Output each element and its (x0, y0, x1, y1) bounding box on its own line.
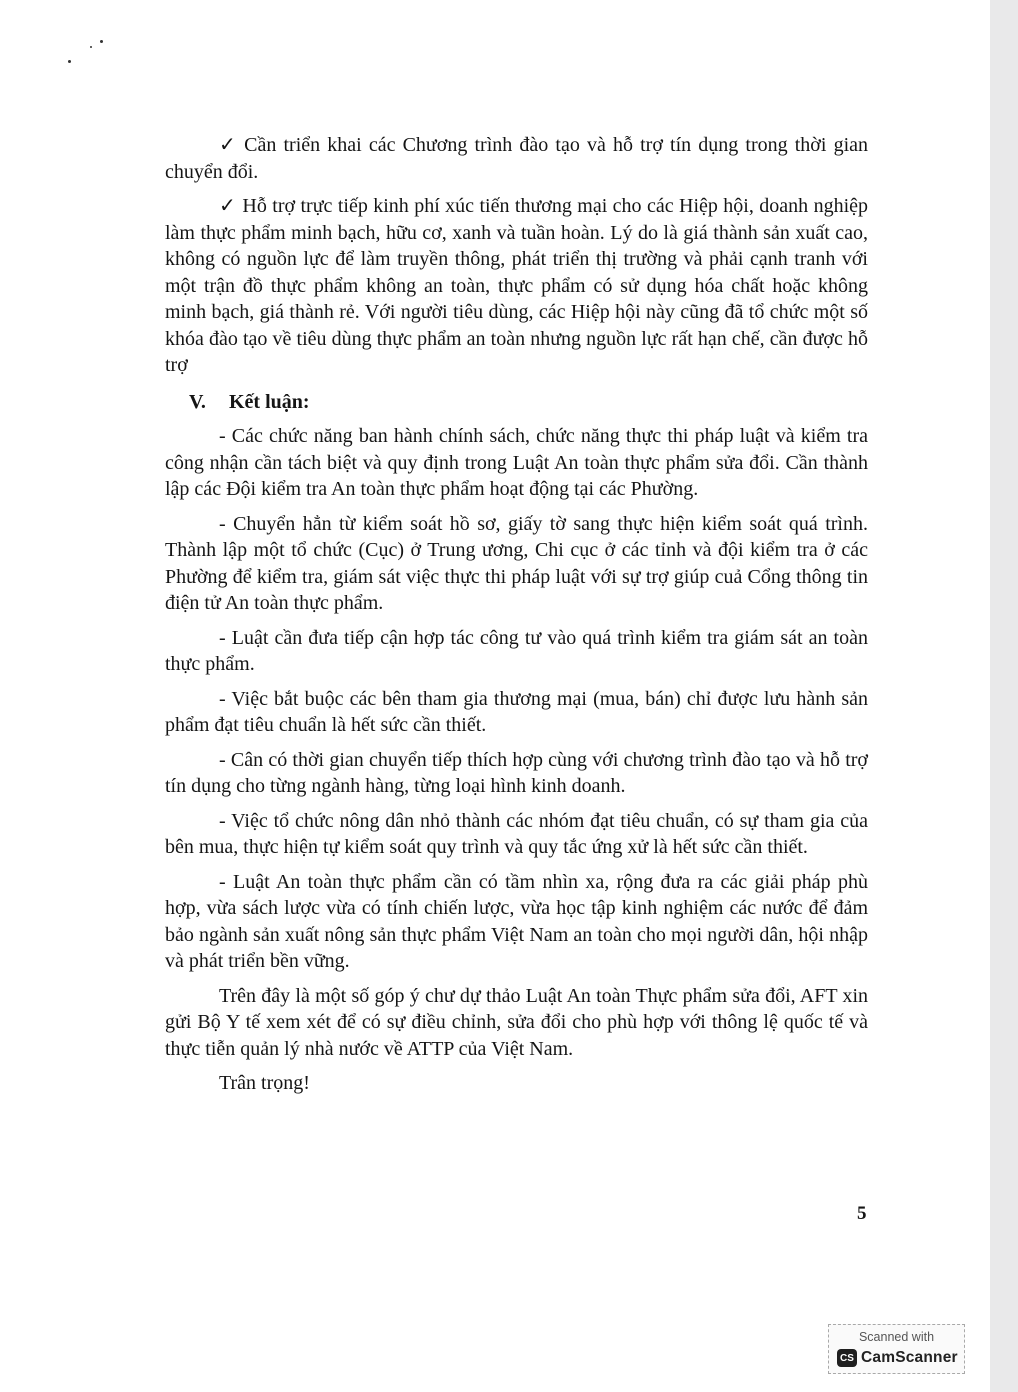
camscanner-watermark (828, 1324, 965, 1374)
watermark-brand: CamScanner (861, 1349, 958, 1366)
conclusion-item: - Chuyển hẳn từ kiểm soát hồ sơ, giấy tờ sang thực hiện kiểm soát quá trình. Thành lập một tổ chức (Cục) ở Trung ương, Chi cục ở các tỉnh và đội kiểm tra ở các Phường để kiểm tra, giám sát việc thực thi pháp luật với sự trợ giúp cuả Cổng thông tin điện tử An toàn thực phẩm. (165, 512, 868, 614)
section-title: Kết luận: (229, 390, 310, 413)
signoff: Trân trọng! (219, 1072, 310, 1094)
checkmark-icon: ✓ (219, 195, 236, 217)
closing-paragraph: Trên đây là một số góp ý chư dự thảo Luật An toàn Thực phẩm sửa đổi, AFT xin gửi Bộ Y tế xem xét để có sự điều chỉnh, sửa đổi cho phù hợp với thông lệ quốc tế và thực tiễn quản lý nhà nước về ATTP của Việt Nam. (165, 984, 868, 1060)
bullet-paragraph (165, 132, 868, 185)
conclusion-item: - Việc tổ chức nông dân nhỏ thành các nhóm đạt tiêu chuẩn, có sự tham gia của bên mua, thực hiện tự kiểm soát quy trình và quy tắc ứng xử là hết sức cần thiết. (165, 809, 868, 858)
camscanner-logo-icon: CS (837, 1349, 857, 1367)
bullet-text: Cần triển khai các Chương trình đào tạo và hỗ trợ tín dụng trong thời gian chuyển đổi. (165, 134, 868, 183)
document-body (165, 132, 868, 1097)
bullet-text: Hỗ trợ trực tiếp kinh phí xúc tiến thương mại cho các Hiệp hội, doanh nghiệp làm thực phẩm minh bạch, hữu cơ, xanh và tuần hoàn. Lý do là giá thành sản xuất cao, không có nguồn lực để làm truyền thông, phát triển thị trường và phải cạnh tranh với một trận đồ thực phẩm không an toàn, thực phẩm có sử dụng hóa chất hoặc không minh bạch, giá thành rẻ. Với người tiêu dùng, các Hiệp hội này cũng đã tổ chức một số khóa đào tạo về tiêu dùng thực phẩm an toàn nhưng nguồn lực rất hạn chế, cần được hỗ trợ (165, 195, 869, 376)
conclusion-item: - Luật cần đưa tiếp cận hợp tác công tư vào quá trình kiểm tra giám sát an toàn thực phẩm. (165, 626, 868, 675)
scan-speck (68, 60, 71, 63)
conclusion-item: - Luật An toàn thực phẩm cần có tầm nhìn xa, rộng đưa ra các giải pháp phù hợp, vừa sách lược vừa có tính chiến lược, vừa học tập kinh nghiệm các nước để đảm bảo ngành sản xuất nông sản thực phẩm Việt Nam an toàn cho mọi người dân, hội nhập và phát triển bền vững. (165, 870, 868, 972)
conclusion-item: - Việc bắt buộc các bên tham gia thương mại (mua, bán) chỉ được lưu hành sản phẩm đạt tiêu chuẩn là hết sức cần thiết. (165, 687, 868, 736)
section-heading (165, 389, 868, 416)
bullet-paragraph (165, 193, 868, 379)
conclusion-item: - Cân có thời gian chuyển tiếp thích hợp cùng với chương trình đào tạo và hỗ trợ tín dụng cho từng ngành hàng, từng loại hình kinh doanh. (165, 748, 868, 797)
scan-speck (100, 40, 103, 43)
scan-speck (90, 46, 92, 48)
page-number: 5 (857, 1203, 867, 1224)
conclusion-item: - Các chức năng ban hành chính sách, chức năng thực thi pháp luật và kiểm tra công nhận cần tách biệt và quy định trong Luật An toàn thực phẩm sửa đổi. Cần thành lập các Đội kiểm tra An toàn thực phẩm hoạt động tại các Phường. (165, 425, 868, 500)
watermark-brand-row (837, 1349, 958, 1367)
watermark-caption: Scanned with (858, 1330, 935, 1344)
section-number: V. (189, 390, 206, 413)
checkmark-icon: ✓ (219, 134, 236, 156)
